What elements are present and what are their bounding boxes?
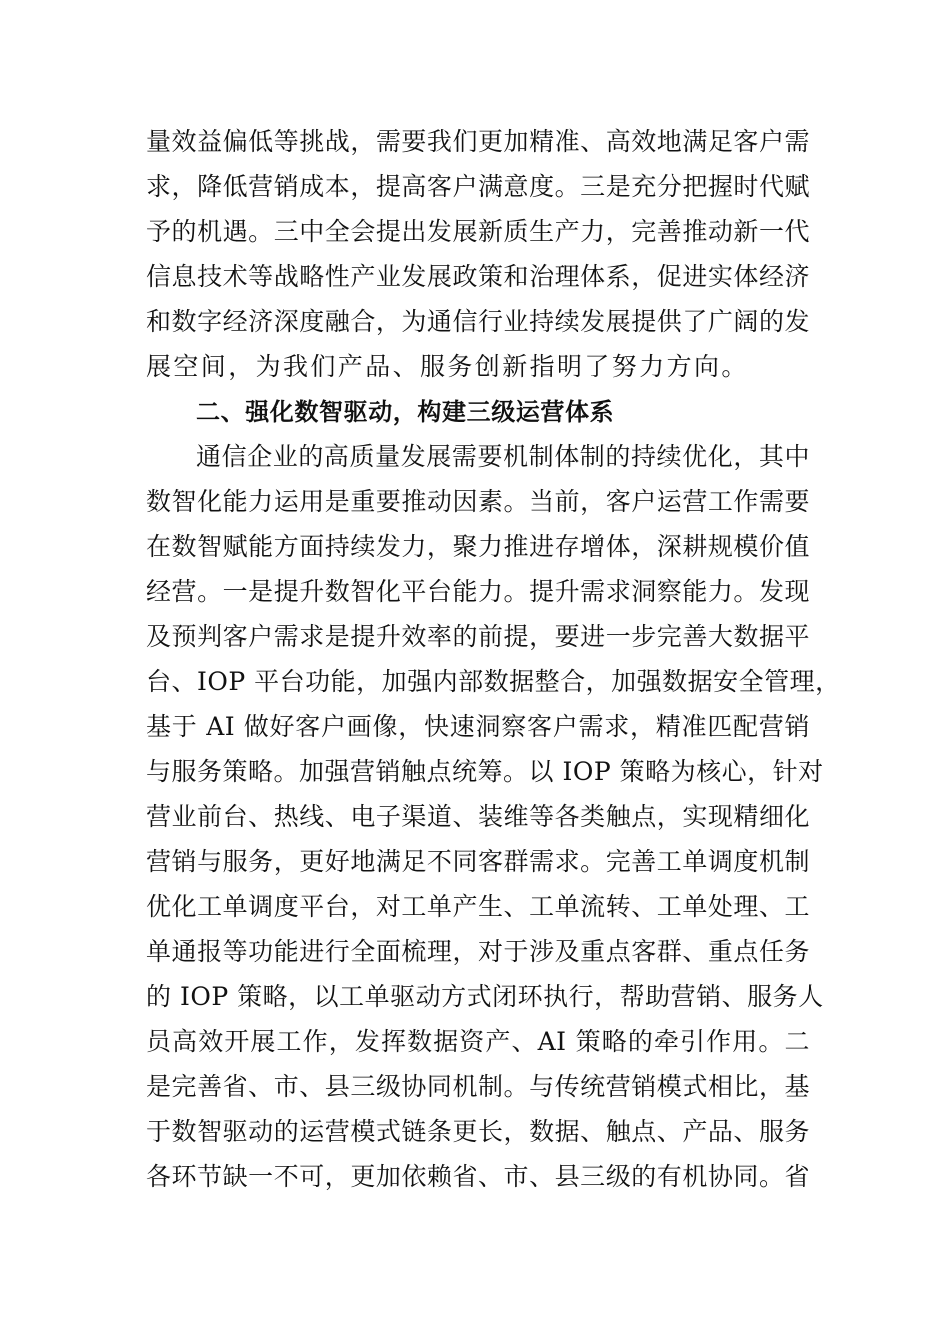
paragraph-line: 在数智赋能方面持续发力，聚力推进存增体，深耕规模价值 — [146, 532, 810, 561]
paragraph-line: 台、IOP 平台功能，加强内部数据整合，加强数据安全管理， — [146, 667, 841, 696]
paragraph-line: 及预判客户需求是提升效率的前提，要进一步完善大数据平 — [146, 622, 810, 651]
paragraph-line: 数智化能力运用是重要推动因素。当前，客户运营工作需要 — [146, 487, 810, 516]
paragraph-line: 和数字经济深度融合，为通信行业持续发展提供了广阔的发 — [146, 307, 810, 336]
paragraph-line: 营销与服务，更好地满足不同客群需求。完善工单调度机制 — [146, 847, 810, 876]
paragraph-line: 予的机遇。三中全会提出发展新质生产力，完善推动新一代 — [146, 217, 810, 246]
paragraph-line: 与服务策略。加强营销触点统筹。以 IOP 策略为核心，针对 — [146, 757, 824, 786]
paragraph-line: 基于 AI 做好客户画像，快速洞察客户需求，精准匹配营销 — [146, 712, 810, 741]
paragraph-line: 单通报等功能进行全面梳理，对于涉及重点客群、重点任务 — [146, 937, 810, 966]
paragraph-line: 量效益偏低等挑战，需要我们更加精准、高效地满足客户需 — [146, 127, 810, 156]
paragraph-line: 展空间，为我们产品、服务创新指明了努力方向。 — [146, 352, 749, 381]
paragraph-line: 各环节缺一不可，更加依赖省、市、县三级的有机协同。省 — [146, 1162, 810, 1191]
paragraph-line: 经营。一是提升数智化平台能力。提升需求洞察能力。发现 — [146, 577, 810, 606]
paragraph-line: 通信企业的高质量发展需要机制体制的持续优化，其中 — [196, 442, 810, 471]
paragraph-line: 于数智驱动的运营模式链条更长，数据、触点、产品、服务 — [146, 1117, 810, 1146]
paragraph-line: 信息技术等战略性产业发展政策和治理体系，促进实体经济 — [146, 262, 810, 291]
paragraph-line: 员高效开展工作，发挥数据资产、AI 策略的牵引作用。二 — [146, 1027, 810, 1056]
paragraph-line: 是完善省、市、县三级协同机制。与传统营销模式相比，基 — [146, 1072, 810, 1101]
paragraph-line: 求，降低营销成本，提高客户满意度。三是充分把握时代赋 — [146, 172, 810, 201]
section-heading: 二、强化数智驱动，构建三级运营体系 — [196, 398, 615, 426]
paragraph-line: 营业前台、热线、电子渠道、装维等各类触点，实现精细化 — [146, 802, 810, 831]
paragraph-line: 优化工单调度平台，对工单产生、工单流转、工单处理、工 — [146, 892, 810, 921]
paragraph-line: 的 IOP 策略，以工单驱动方式闭环执行，帮助营销、服务人 — [146, 982, 824, 1011]
